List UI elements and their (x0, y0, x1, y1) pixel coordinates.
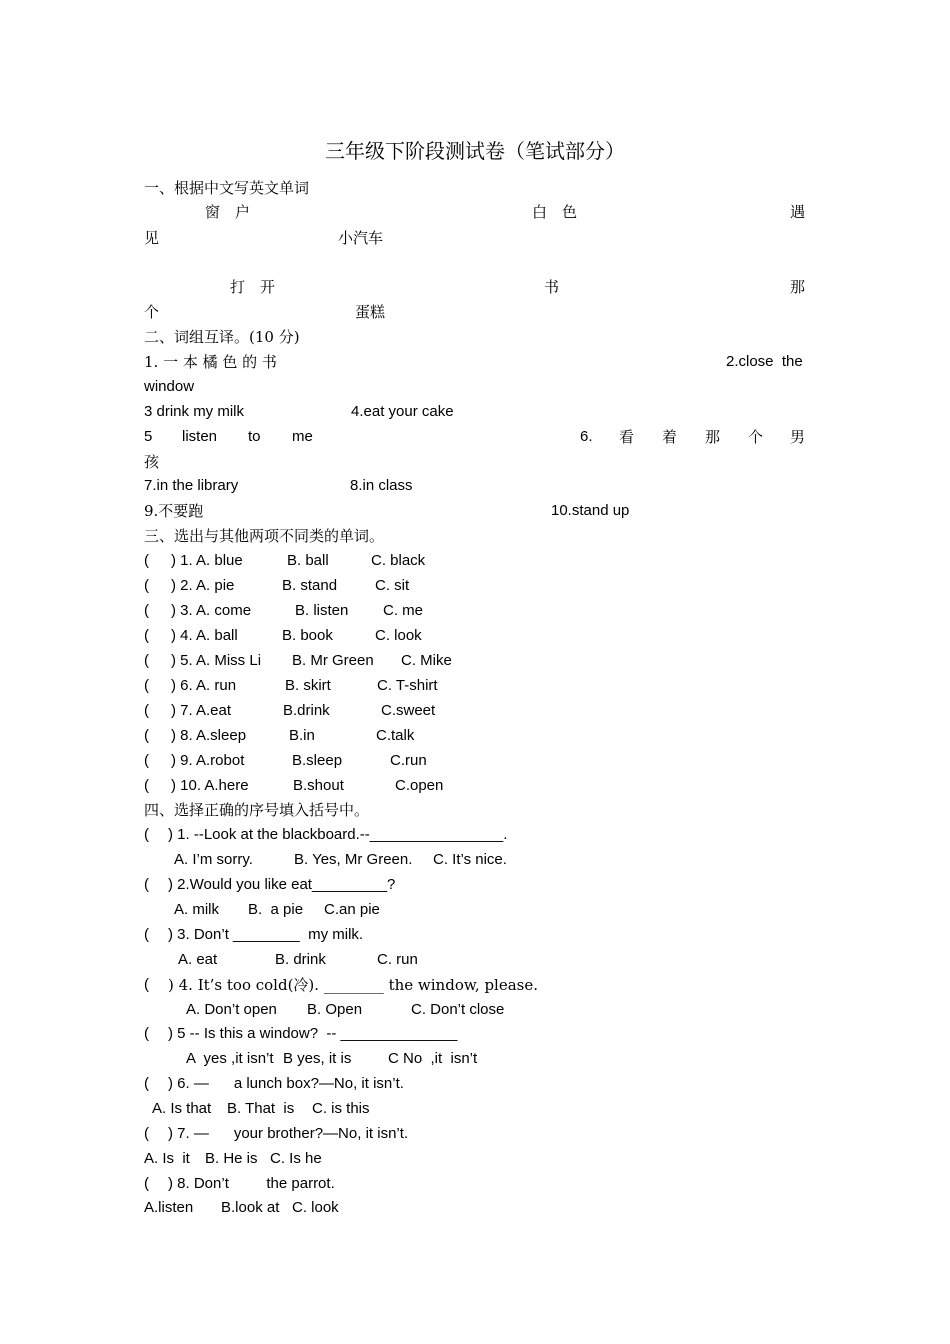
q4-6-a: A. Is that (152, 1100, 212, 1117)
phrase-2-part-1: 2.close the (726, 353, 803, 370)
q3-2-b: B. stand (282, 577, 338, 594)
q4-6-b: B. That is (227, 1100, 295, 1117)
phrase-3: 3 drink my milk (144, 403, 245, 420)
q4-3-a: A. eat (178, 951, 218, 968)
q3-7-a: ) 7. A.eat (171, 702, 232, 719)
phrase-6-c4: 个 (748, 428, 764, 446)
phrase-6-c2: 着 (662, 428, 678, 446)
q3-8-a: ) 8. A.sleep (171, 727, 247, 744)
q4-1-c: C. It’s nice. (433, 851, 507, 868)
q3-5-b: B. Mr Green (292, 652, 374, 669)
word-that-cn-2: 个 (144, 303, 160, 321)
q4-6-c: C. is this (312, 1100, 370, 1117)
q4-4-c: C. Don’t close (411, 1001, 505, 1018)
q4-7-a: A. Is it (144, 1150, 190, 1167)
q4-2-b: B. a pie (248, 901, 304, 918)
q4-4: ) 4. It’s too cold(冷). ________ the window, please. (168, 976, 539, 994)
q3-8-paren: ( (144, 727, 149, 744)
q3-9-paren: ( (144, 752, 149, 769)
q4-2-c: C.an pie (324, 901, 380, 918)
q3-10-c: C.open (395, 777, 444, 794)
q4-1: ) 1. --Look at the blackboard.--________________. (168, 826, 508, 843)
q4-5-paren: ( (144, 1025, 149, 1042)
q3-1-c: C. black (371, 552, 426, 569)
q4-4-paren: ( (144, 976, 149, 993)
q4-4-a: A. Don’t open (186, 1001, 277, 1018)
q4-6: ) 6. — a lunch box?—No, it isn’t. (168, 1075, 404, 1092)
word-car-cn: 小汽车 (338, 229, 384, 247)
q3-5-c: C. Mike (401, 652, 452, 669)
q3-6-paren: ( (144, 677, 149, 694)
q4-2-a: A. milk (174, 901, 219, 918)
word-cake-cn: 蛋糕 (355, 303, 386, 321)
phrase-6-num: 6. (580, 428, 593, 445)
q4-8-c: C. look (292, 1199, 339, 1216)
q3-3-paren: ( (144, 602, 149, 619)
q3-10-paren: ( (144, 777, 149, 794)
q3-1-a: ) 1. A. blue (171, 552, 243, 569)
q3-7-paren: ( (144, 702, 149, 719)
q3-4-c: C. look (375, 627, 422, 644)
phrase-10: 10.stand up (551, 502, 630, 519)
q4-8-b: B.look at (221, 1199, 280, 1216)
q3-1-b: B. ball (287, 552, 329, 569)
phrase-5-w3: me (292, 428, 313, 445)
word-meet-cn-2: 见 (144, 229, 160, 247)
q3-7-b: B.drink (283, 702, 330, 719)
phrase-6-c5: 男 (790, 428, 806, 446)
word-book-cn: 书 (544, 278, 560, 296)
q4-6-paren: ( (144, 1075, 149, 1092)
q4-3-c: C. run (377, 951, 418, 968)
q3-5-paren: ( (144, 652, 149, 669)
q4-7-paren: ( (144, 1125, 149, 1142)
phrase-6-c3: 那 (705, 428, 721, 446)
q3-9-b: B.sleep (292, 752, 343, 769)
q3-7-c: C.sweet (381, 702, 436, 719)
section-4-heading: 四、选择正确的序号填入括号中。 (144, 801, 370, 819)
phrase-4: 4.eat your cake (351, 403, 454, 420)
q4-5-b: B yes, it is (283, 1050, 352, 1067)
section-2-heading: 二、词组互译。(10 分) (144, 328, 300, 346)
q3-10-a: ) 10. A.here (171, 777, 249, 794)
word-that-cn-1: 那 (790, 278, 806, 296)
q3-8-b: B.in (289, 727, 315, 744)
q4-2-paren: ( (144, 876, 149, 893)
phrase-6-c6: 孩 (144, 453, 160, 471)
q3-9-a: ) 9. A.robot (171, 752, 245, 769)
page-title: 三年级下阶段测试卷（笔试部分） (325, 139, 625, 163)
q4-7-c: C. Is he (270, 1150, 322, 1167)
q3-1-paren: ( (144, 552, 149, 569)
q3-6-b: B. skirt (285, 677, 331, 694)
q4-3: ) 3. Don’t ________ my milk. (168, 926, 364, 943)
q4-5-c: C No ,it isn’t (388, 1050, 478, 1067)
q3-6-c: C. T-shirt (377, 677, 438, 694)
word-meet-cn-1: 遇 (790, 203, 806, 221)
phrase-2-part-2: window (144, 378, 195, 395)
word-open-cn: 打 开 (230, 278, 276, 296)
q4-7: ) 7. — your brother?—No, it isn’t. (168, 1125, 409, 1142)
word-window-cn: 窗 户 (205, 203, 251, 221)
q3-3-a: ) 3. A. come (171, 602, 252, 619)
q4-1-a: A. I’m sorry. (174, 851, 253, 868)
q4-3-b: B. drink (275, 951, 326, 968)
q4-2: ) 2.Would you like eat_________? (168, 876, 396, 893)
q3-4-b: B. book (282, 627, 333, 644)
q3-9-c: C.run (390, 752, 427, 769)
q4-7-b: B. He is (205, 1150, 258, 1167)
q3-10-b: B.shout (293, 777, 344, 794)
q3-2-a: ) 2. A. pie (171, 577, 235, 594)
phrase-8: 8.in class (350, 477, 413, 494)
q3-4-paren: ( (144, 627, 149, 644)
phrase-1: 1. 一 本 橘 色 的 书 (144, 353, 277, 371)
q3-4-a: ) 4. A. ball (171, 627, 238, 644)
q4-8-paren: ( (144, 1175, 149, 1192)
phrase-6-c1: 看 (619, 428, 635, 446)
q3-3-b: B. listen (295, 602, 349, 619)
q4-5-a: A yes ,it isn’t (186, 1050, 274, 1067)
phrase-5-w1: listen (182, 428, 218, 445)
q4-1-paren: ( (144, 826, 149, 843)
q4-8: ) 8. Don’t the parrot. (168, 1175, 335, 1192)
phrase-7: 7.in the library (144, 477, 239, 494)
section-1-heading: 一、根据中文写英文单词 (144, 179, 310, 197)
section-3-heading: 三、选出与其他两项不同类的单词。 (144, 527, 385, 545)
phrase-5-num: 5 (144, 428, 153, 445)
q3-5-a: ) 5. A. Miss Li (171, 652, 262, 669)
q3-2-c: C. sit (375, 577, 410, 594)
q3-8-c: C.talk (376, 727, 415, 744)
phrase-9: 9.不要跑 (144, 502, 204, 520)
word-white-cn: 白 色 (532, 203, 578, 221)
q4-5: ) 5 -- Is this a window? -- ______________ (168, 1025, 458, 1042)
q3-3-c: C. me (383, 602, 424, 619)
q3-6-a: ) 6. A. run (171, 677, 237, 694)
q4-1-b: B. Yes, Mr Green. (294, 851, 413, 868)
q4-4-b: B. Open (307, 1001, 363, 1018)
q4-3-paren: ( (144, 926, 149, 943)
q3-2-paren: ( (144, 577, 149, 594)
q4-8-a: A.listen (144, 1199, 194, 1216)
phrase-5-w2: to (248, 428, 261, 445)
